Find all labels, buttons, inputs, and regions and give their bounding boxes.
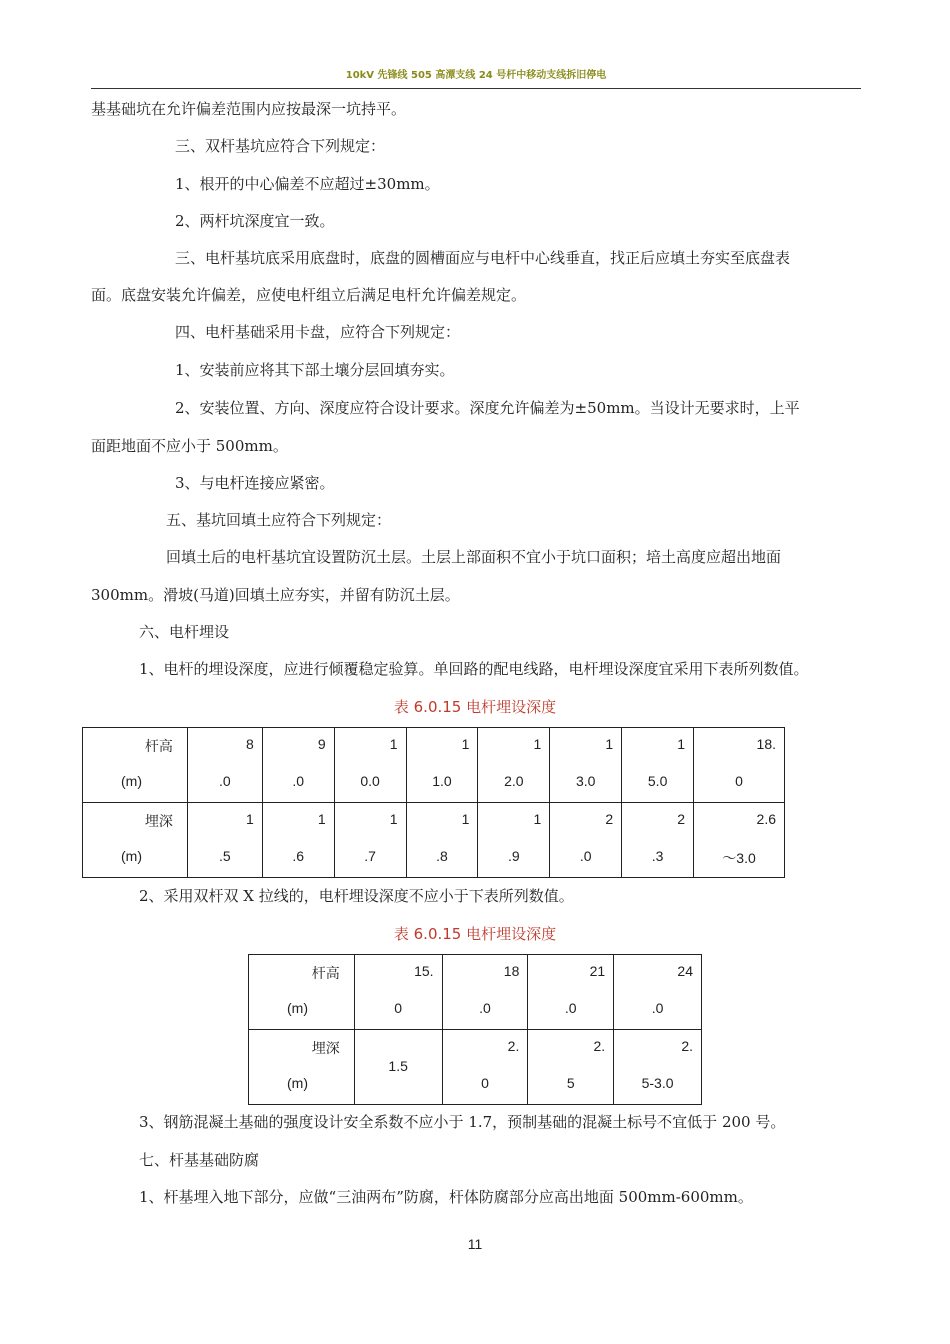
- cell-value: .0: [479, 1000, 491, 1016]
- table-cell: [694, 803, 785, 878]
- section-heading: 六、电杆埋设: [139, 623, 230, 641]
- section-heading: 四、电杆基础采用卡盘，应符合下列规定：: [175, 323, 461, 341]
- cell-value: 8: [245, 736, 254, 752]
- table-cell: [694, 728, 785, 803]
- row-unit: (m): [121, 848, 142, 864]
- paragraph-line: 面距地面不应小于 500mm。: [91, 437, 288, 455]
- paragraph-line: 回填土后的电杆基坑宜设置防沉土层。土层上部面积不宜小于坑口面积；培土高度应超出地面: [166, 548, 782, 566]
- cell-value: .9: [508, 848, 520, 864]
- paragraph-line: 1、安装前应将其下部土壤分层回填夯实。: [175, 361, 455, 379]
- cell-value: 2: [605, 811, 614, 827]
- table-cell: [83, 728, 188, 803]
- cell-value: 5: [566, 1075, 575, 1091]
- cell-value: .0: [564, 1000, 577, 1016]
- table1-caption: 表 6.0.15 电杆埋设深度: [393, 698, 557, 716]
- row-unit: (m): [287, 1000, 308, 1016]
- cell-value: 1: [245, 811, 254, 827]
- table1: [82, 727, 785, 878]
- cell-value: 2.: [681, 1038, 693, 1054]
- paragraph-line: 2、两杆坑深度宜一致。: [175, 212, 335, 230]
- table-row: [83, 728, 785, 803]
- paragraph-line: 1、根开的中心偏差不应超过±30mm。: [175, 175, 440, 193]
- cell-value: 0: [481, 1075, 489, 1091]
- table-cell: [442, 955, 528, 1030]
- row-unit: (m): [121, 773, 142, 789]
- cell-value: ～3.0: [722, 850, 756, 866]
- table2-caption: 表 6.0.15 电杆埋设深度: [393, 925, 557, 943]
- cell-value: .8: [436, 848, 448, 864]
- table-cell: [478, 728, 550, 803]
- cell-value: 1: [605, 736, 614, 752]
- paragraph-line: 面。底盘安装允许偏差，应使电杆组立后满足电杆允许偏差规定。: [91, 286, 527, 304]
- table-cell: [528, 955, 614, 1030]
- cell-value: 0: [394, 1000, 403, 1016]
- cell-value: 1: [461, 811, 470, 827]
- cell-value: .0: [218, 773, 231, 789]
- cell-value: .0: [292, 773, 305, 789]
- table-cell: [262, 728, 334, 803]
- page-header: 10kV 先锋线 505 高潭支线 24 号杆中移动支线拆旧停电: [345, 70, 607, 81]
- cell-value: 2.: [507, 1038, 520, 1054]
- row-label: 杆高: [144, 739, 173, 755]
- table-cell: [249, 1030, 355, 1105]
- cell-value: 1: [533, 736, 542, 752]
- table-row: [249, 955, 702, 1030]
- cell-value: .0: [651, 1000, 664, 1016]
- row-unit: (m): [287, 1075, 308, 1091]
- table-cell: [334, 803, 406, 878]
- cell-value: 21: [589, 963, 606, 979]
- table-cell: [334, 728, 406, 803]
- table-cell: [550, 728, 622, 803]
- cell-value: 2: [677, 811, 686, 827]
- section-heading: 三、双杆基坑应符合下列规定：: [175, 137, 386, 155]
- cell-value: .5: [218, 848, 231, 864]
- row-label: 杆高: [311, 966, 340, 982]
- cell-value: 2.0: [504, 773, 524, 789]
- paragraph-line: 1、电杆的埋设深度，应进行倾覆稳定验算。单回路的配电线路，电杆埋设深度宜采用下表所列数值。: [139, 660, 809, 678]
- table-cell: [354, 1030, 442, 1105]
- cell-value: 3.0: [576, 773, 596, 789]
- cell-value: .6: [292, 848, 305, 864]
- paragraph-line: 2、安装位置、方向、深度应符合设计要求。深度允许偏差为±50mm。当设计无要求时，上平: [175, 399, 800, 417]
- row-label: 埋深: [144, 814, 173, 830]
- section-heading: 七、杆基基础防腐: [139, 1151, 260, 1169]
- cell-value: 5-3.0: [641, 1075, 674, 1091]
- paragraph-line: 3、与电杆连接应紧密。: [175, 474, 335, 492]
- paragraph-line: 2、采用双杆双 X 拉线的，电杆埋设深度不应小于下表所列数值。: [139, 887, 574, 905]
- cell-value: 1: [317, 811, 326, 827]
- cell-value: 1: [533, 811, 542, 827]
- table-cell: [262, 803, 334, 878]
- cell-value: 9: [317, 736, 326, 752]
- cell-value: 5.0: [647, 773, 668, 789]
- section-heading: 五、基坑回填土应符合下列规定：: [166, 511, 392, 529]
- cell-value: 2.6: [756, 811, 776, 827]
- paragraph-line: 三、电杆基坑底采用底盘时，底盘的圆槽面应与电杆中心线垂直，找正后应填土夯实至底盘表: [175, 249, 791, 267]
- cell-value: 2.: [593, 1038, 606, 1054]
- cell-value: 18.: [756, 736, 776, 752]
- table-cell: [614, 1030, 702, 1105]
- cell-value: 1.0: [432, 773, 452, 789]
- cell-value: 15.: [414, 963, 434, 979]
- cell-value: 0: [735, 773, 743, 789]
- cell-value: .7: [364, 848, 376, 864]
- cell-value: 18: [503, 963, 520, 979]
- cell-value: 1: [389, 811, 398, 827]
- row-label: 埋深: [311, 1041, 340, 1057]
- table-cell: [354, 955, 442, 1030]
- table-row: [83, 803, 785, 878]
- table-cell: [614, 955, 702, 1030]
- paragraph-line: 1、杆基埋入地下部分，应做“三油两布”防腐，杆体防腐部分应高出地面 500mm-600mm。: [139, 1188, 753, 1206]
- table-cell: [478, 803, 550, 878]
- cell-value: 1: [677, 736, 686, 752]
- cell-value: 1: [461, 736, 470, 752]
- table-cell: [187, 803, 262, 878]
- paragraph-line: 基基础坑在允许偏差范围内应按最深一坑持平。: [91, 100, 407, 118]
- table-cell: [83, 803, 188, 878]
- header-divider: [91, 88, 861, 89]
- table-row: [249, 1030, 702, 1105]
- table-cell: [406, 728, 478, 803]
- cell-value: 1.5: [388, 1058, 408, 1074]
- cell-value: .0: [579, 848, 592, 864]
- cell-value: 24: [677, 963, 693, 979]
- cell-value: 1: [389, 736, 398, 752]
- table-cell: [528, 1030, 614, 1105]
- paragraph-line: 300mm。滑坡(马道)回填土应夯实，并留有防沉土层。: [91, 586, 460, 604]
- cell-value: 0.0: [360, 773, 380, 789]
- table2: [248, 954, 702, 1105]
- paragraph-line: 3、钢筋混凝土基础的强度设计安全系数不应小于 1.7，预制基础的混凝土标号不宜低于 200 号。: [139, 1113, 786, 1131]
- table-cell: [442, 1030, 528, 1105]
- page-number: 11: [467, 1236, 483, 1252]
- table-cell: [187, 728, 262, 803]
- table-cell: [249, 955, 355, 1030]
- table-cell: [622, 728, 694, 803]
- table-cell: [550, 803, 622, 878]
- table-cell: [406, 803, 478, 878]
- table-cell: [622, 803, 694, 878]
- cell-value: .3: [651, 848, 664, 864]
